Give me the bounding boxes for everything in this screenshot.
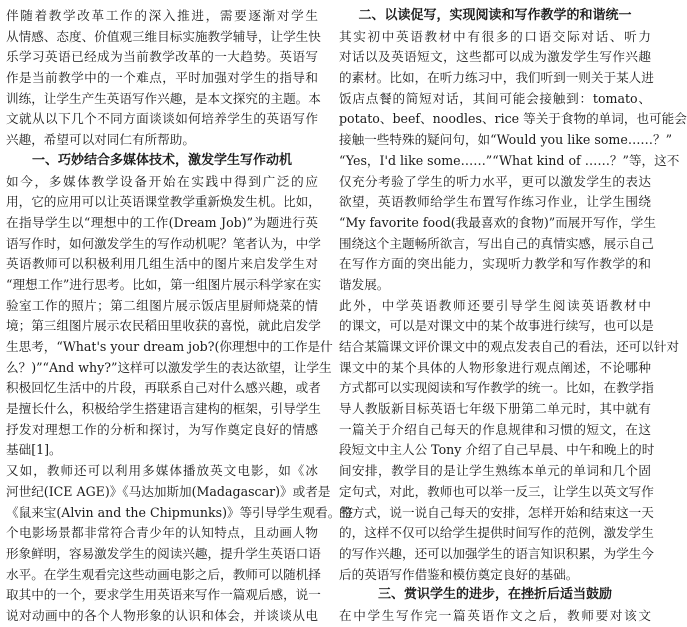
text-line: “Yes，I'd like some……”“What kind of ……？”等，这不	[339, 152, 680, 168]
text-line: 说对动画中的各个人物形象的认识和体会，并谈谈从电	[6, 607, 318, 623]
text-line: 间安排，教学目的是让学生熟练本单元的单词和几个固	[339, 463, 651, 479]
text-line: 的素材。比如，在听力练习中，我们听到一则关于某人进	[339, 70, 654, 86]
text-line: 生思考，“What's your dream job?(你理想中的工作是什	[6, 339, 333, 354]
section3-paragraph-1	[339, 606, 651, 627]
text-line: 文就从以下几个不同方面谈谈如何培养学生的英语写作	[6, 111, 318, 127]
text-line: 仅充分考验了学生的听力水平，更可以激发学生的表达	[339, 173, 651, 189]
intro-paragraph	[6, 6, 321, 151]
text-line: 河世纪(ICE AGE)》《马达加斯加(Madagascar)》或者是	[6, 483, 331, 499]
text-line: 段短文中主人公 Tony 介绍了自己早晨、中午和晚上的时	[339, 442, 655, 458]
text-line: 定句式，对此，教师也可以举一反三，让学生以英文写作	[339, 483, 654, 499]
right-column	[339, 6, 687, 627]
text-line: 欲望，英语教师给学生布置写作练习作业，让学生围绕	[339, 194, 651, 210]
section1-paragraph-1	[6, 172, 333, 462]
text-line: 结合某篇课文评价课文中的观点发表自己的看法，还可以针对	[339, 339, 680, 354]
text-line: 的，这样不仅可以给学生提供时间写作的范例，激发学生	[339, 525, 654, 541]
left-column	[6, 6, 353, 627]
text-line: 如今，多媒体教学设备开始在实践中得到广泛的应	[6, 173, 318, 189]
text-line: 作是当前教学中的一个难点，平时加强对学生的指导和	[6, 70, 318, 86]
text-line: 围绕这个主题畅所欲言，写出自己的真情实感，展示自己	[339, 235, 654, 251]
section1-paragraph-2	[6, 461, 353, 627]
section2-paragraph-1	[339, 27, 687, 296]
text-line: 训练，让学生产生英语写作兴趣，是本文探究的主题。本	[6, 90, 321, 106]
text-line: 在写作方面的突出能力，实现听力教学和写作教学的和	[339, 256, 651, 272]
text-line: 《鼠来宝(Alvin and the Chipmunks)》等引导学生观看。整	[6, 504, 353, 520]
text-line: 此外，中学英语教师还要引导学生阅读英语教材中	[339, 297, 651, 313]
text-line: 语写作时，如何激发学生的写作动机呢？笔者认为，中学	[6, 235, 321, 251]
text-line: 么？)”“And why?”这样可以激发学生的表达欲望，让学生	[6, 359, 332, 375]
text-line: 在指导学生以“理想中的工作(Dream Job)”为题进行英	[6, 214, 318, 230]
section-heading-2: 二、以读促写，实现阅读和写作教学的和谐统一	[358, 8, 632, 23]
text-line: 取其中的一个，要求学生用英语来写作一篇观后感，说一	[6, 587, 321, 603]
text-line: 的课文，可以是对课文中的某个故事进行续写，也可以是	[339, 318, 654, 334]
section2-paragraph-2	[339, 296, 680, 586]
text-line: 后的英语写作借鉴和模仿奠定良好的基础。	[339, 566, 579, 582]
text-line: “理想工作”进行思考。比如，第一组图片展示科学家在实	[6, 276, 322, 292]
text-line: 积极回忆生活中的片段，再联系自己对什么感兴趣，或者	[6, 380, 321, 396]
section-heading-3: 三、赏识学生的进步，在挫折后适当鼓励	[377, 587, 612, 603]
text-line: 英语教师可以积极利用几组生活中的图片来启发学生对	[6, 256, 318, 272]
text-line: 方式都可以实现阅读和写作教学的统一。比如，在教学指	[339, 380, 654, 396]
text-line: 乐学习英语已经成为当前教学改革的一大趋势。英语写	[6, 49, 318, 65]
text-line: 接触一些特殊的疑问句，如“Would you like some……？”	[339, 132, 673, 148]
text-line: 抒发对理想工作的分析和探讨，为写作奠定良好的情感	[6, 421, 318, 437]
text-line: 课文中的某个具体的人物形象进行观点阐述，不论哪种	[339, 359, 651, 375]
text-line: 伴随着教学改革工作的深入推进，需要逐渐对学生	[6, 8, 318, 23]
section-heading-1: 一、巧妙结合多媒体技术，激发学生写作动机	[31, 152, 292, 168]
text-line: 验室工作的照片；第二组图片展示饭店里厨师烧菜的情	[6, 297, 318, 313]
text-line: 用，它的应用可以让英语课堂教学重新焕发生机。比如，	[6, 194, 321, 210]
text-line: 境；第三组图片展示农民稻田里收获的喜悦，就此启发学	[6, 318, 321, 334]
text-line: 对话以及英语短文，这些都可以成为激发学生写作兴趣	[339, 49, 651, 65]
text-line: 基础[1]。	[6, 442, 62, 458]
text-line: 是擅长什么，积极给学生搭建语言建构的框架，引导学生	[6, 401, 321, 417]
text-line: 其实初中英语教材中有很多的口语交际对话、听力	[339, 28, 651, 44]
text-line: 导人教版新目标英语七年级下册第二单元时，其中就有	[339, 401, 651, 417]
text-line: “My favorite food(我最喜欢的食物)”而展开写作，学生	[339, 214, 656, 230]
text-line: 个电影场景都非常符合青少年的认知特点，且动画人物	[6, 525, 318, 541]
text-line: 一篇关于介绍自己每天的作息规律和习惯的短文，在这	[339, 421, 651, 437]
text-line: 从情感、态度、价值观三维目标实施教学辅导，让学生快	[6, 28, 321, 44]
text-line: 饭店点餐的简短对话，其间可能会接触到：tomato、	[339, 90, 651, 106]
text-line: 在中学生写作完一篇英语作文之后，教师要对该文	[339, 607, 651, 623]
text-line: 的方式，说一说自己每天的安排，怎样开始和结束这一天	[339, 504, 654, 520]
text-line: 形象鲜明，容易激发学生的阅读兴趣，提升学生英语口语	[6, 545, 321, 561]
text-line: 水平。在学生观看完这些动画电影之后，教师可以随机择	[6, 566, 321, 582]
text-line: 兴趣，希望可以对同仁有所帮助。	[6, 132, 195, 148]
text-line: 又如，教师还可以利用多媒体播放英文电影，如《冰	[6, 463, 318, 479]
text-line: 的写作兴趣，还可以加强学生的语言知识积累，为学生今	[339, 545, 654, 561]
text-line: potato、beef、noodles、rice 等关于食物的单词，也可能会	[339, 111, 687, 127]
text-line: 谐发展。	[339, 276, 390, 292]
